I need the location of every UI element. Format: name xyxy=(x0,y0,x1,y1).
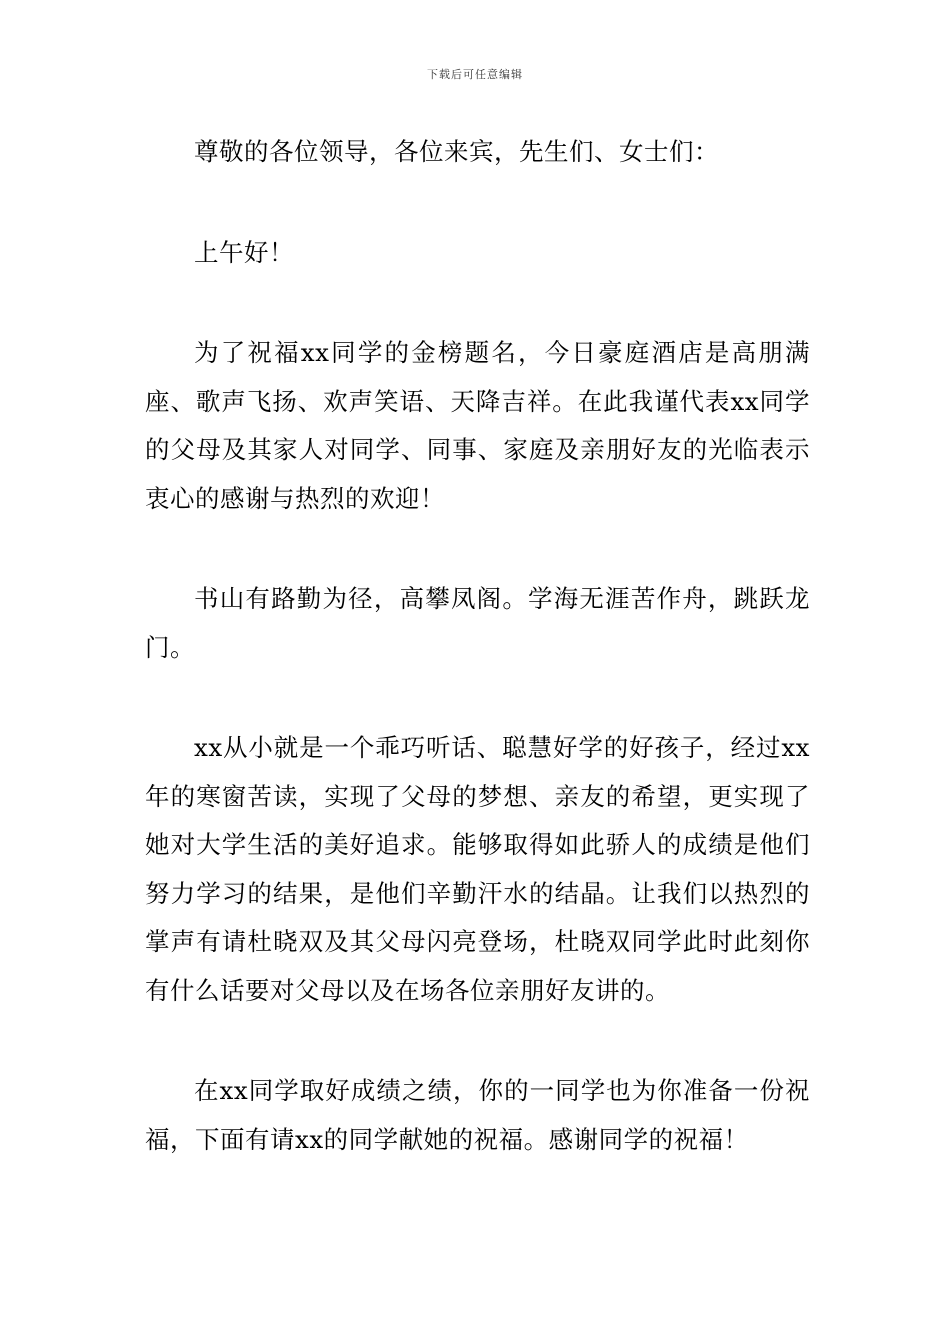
body-paragraph: 为了祝福xx同学的金榜题名，今日豪庭酒店是高朋满座、歌声飞扬、欢声笑语、天降吉祥。在此我谨代表xx同学的父母及其家人对同学、同事、家庭及亲朋好友的光临表示衷心的感谢与热烈的欢迎！ xyxy=(145,338,810,513)
salutation-paragraph: 尊敬的各位领导，各位来宾，先生们、女士们： xyxy=(194,137,719,166)
paragraph-gap xyxy=(145,1015,810,1067)
body-paragraph: xx从小就是一个乖巧听话、聪慧好学的好孩子，经过xx年的寒窗苦读，实现了父母的梦想、亲友的希望，更实现了她对大学生活的美好追求。能够取得如此骄人的成绩是他们努力学习的结果，是他们辛勤汗水的结晶。让我们以热烈的掌声有请杜晓双及其父母闪亮登场，杜晓双同学此时此刻你有什么话要对父母以及在场各位亲朋好友讲的。 xyxy=(145,733,810,1005)
body-paragraph: 书山有路勤为径，高攀凤阁。学海无涯苦作舟，跳跃龙门。 xyxy=(145,584,810,662)
greeting-paragraph: 上午好！ xyxy=(194,237,294,267)
header-note: 下载后可任意编辑 xyxy=(427,68,523,81)
paragraph-gap xyxy=(145,523,810,575)
paragraph-gap xyxy=(145,672,810,724)
body-paragraph: 在xx同学取好成绩之绩，你的一同学也为你准备一份祝福，下面有请xx的同学献她的祝福。感谢同学的祝福！ xyxy=(145,1076,810,1154)
document-body xyxy=(145,128,810,1164)
paragraph-gap xyxy=(145,277,810,329)
paragraph-gap xyxy=(145,177,810,229)
